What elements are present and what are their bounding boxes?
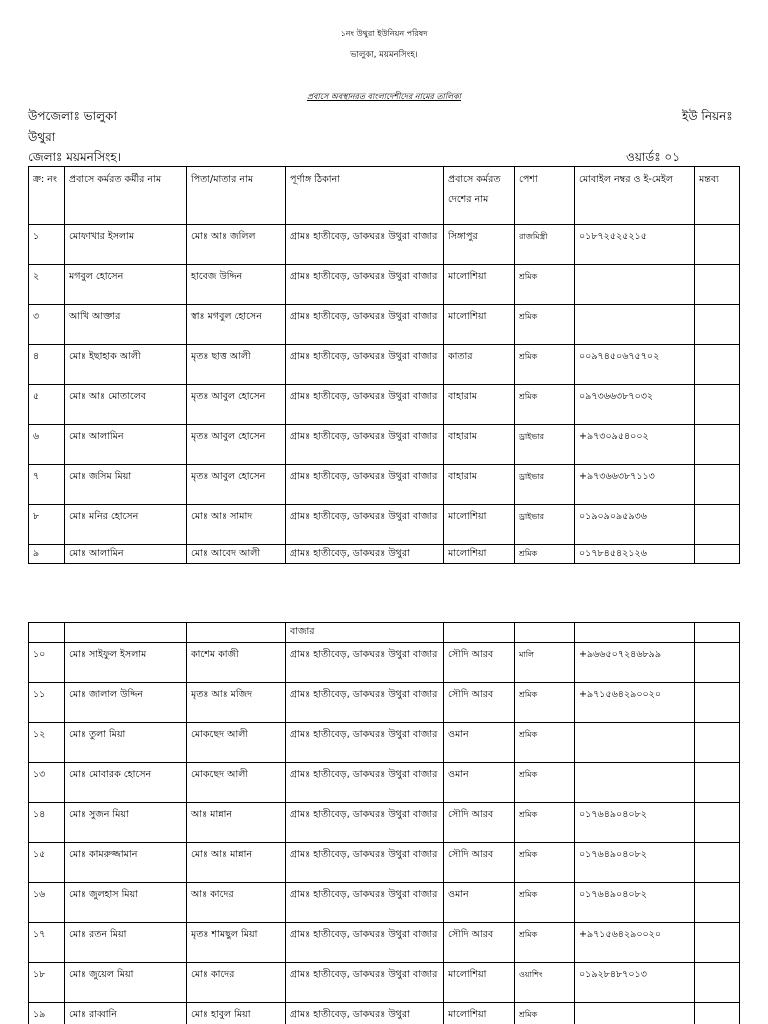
serial-cell: ১৬ <box>29 883 65 923</box>
address-cell: গ্রামঃ হাতীবেড়, ডাকঘরঃ উথুরা বাজার <box>286 385 444 425</box>
parent-cell: মোঃ কাদের <box>187 963 286 1003</box>
address-cell: গ্রামঃ হাতীবেড়, ডাকঘরঃ উথুরা বাজার <box>286 345 444 385</box>
name-cell: মোঃ সাইফুল ইসলাম <box>65 643 187 683</box>
address-cell: গ্রামঃ হাতীবেড়, ডাকঘরঃ উথুরা বাজার <box>286 803 444 843</box>
contact-cell: ০৯৭৩৬৬৩৮৭০৩২ <box>575 385 695 425</box>
country-cell: বাহারাম <box>444 465 515 505</box>
serial-cell: ৩ <box>29 305 65 345</box>
occupation-cell: শ্রমিক <box>515 803 575 843</box>
serial-cell: ১৯ <box>29 1003 65 1024</box>
name-cell: মোঃ কামরুজ্জামান <box>65 843 187 883</box>
country-cell: ওমান <box>444 883 515 923</box>
country-cell: সৌদি আরব <box>444 683 515 723</box>
contact-cell: ০১৮৭২৫২৫২১৫ <box>575 225 695 265</box>
serial-cell: ১৫ <box>29 843 65 883</box>
occupation-cell: মালি <box>515 643 575 683</box>
name-cell: মোঃ রতন মিয়া <box>65 923 187 963</box>
remarks-cell <box>695 1003 740 1024</box>
country-cell: মালোশিয়া <box>444 265 515 305</box>
union-value: উথুরা <box>28 130 56 144</box>
contact-cell: ০১৭৬৪৯০৪০৮২ <box>575 843 695 883</box>
table-row <box>29 963 740 1003</box>
contact-cell: ০১৭৬৪৯০৪০৮২ <box>575 883 695 923</box>
occupation-cell: শ্রমিক <box>515 305 575 345</box>
table-row <box>29 1003 740 1024</box>
occupation-cell: শ্রমিক <box>515 923 575 963</box>
name-cell: মোঃ ইছাহাক আলী <box>65 345 187 385</box>
col-parent-header: পিতা/মাতার নাম <box>187 167 286 225</box>
remarks-cell <box>695 265 740 305</box>
contact-cell <box>575 1003 695 1024</box>
carry-over-address: বাজার <box>286 623 444 643</box>
address-cell: গ্রামঃ হাতীবেড়, ডাকঘরঃ উথুরা বাজার <box>286 265 444 305</box>
parent-cell: মৃতঃ আঃ মজিদ <box>187 683 286 723</box>
contact-cell: +৯৭৩৬৬৩৮৭১১৩ <box>575 465 695 505</box>
address-cell: গ্রামঃ হাতীবেড়, ডাকঘরঃ উথুরা <box>286 1003 444 1024</box>
district-label: জেলাঃ ময়মনসিংহ। <box>28 150 121 164</box>
parent-cell: মোকছেদ আলী <box>187 763 286 803</box>
col-remarks-header: মন্তব্য <box>695 167 740 225</box>
remarks-cell <box>695 683 740 723</box>
serial-cell: ৫ <box>29 385 65 425</box>
contact-cell <box>575 763 695 803</box>
page-break <box>0 566 768 622</box>
country-cell: মালোশিয়া <box>444 1003 515 1024</box>
remarks-cell <box>695 843 740 883</box>
name-cell: মোঃ আলামিন <box>65 425 187 465</box>
parent-cell: মোঃ আঃ সামাদ <box>187 505 286 545</box>
col-country-header: প্রবাসে কর্মরত দেশের নাম <box>444 167 515 225</box>
ward-label: ওয়ার্ডঃ ০১ <box>626 150 681 164</box>
parent-cell: মোকছেদ আলী <box>187 723 286 763</box>
country-cell: ওমান <box>444 723 515 763</box>
table-row <box>29 763 740 803</box>
remarks-cell <box>695 505 740 545</box>
remarks-cell <box>695 465 740 505</box>
serial-cell: ১৭ <box>29 923 65 963</box>
address-cell: গ্রামঃ হাতীবেড়, ডাকঘরঃ উথুরা বাজার <box>286 505 444 545</box>
parent-cell: মৃতঃ আবুল হোসেন <box>187 385 286 425</box>
remarks-cell <box>695 803 740 843</box>
country-cell: মালোশিয়া <box>444 545 515 564</box>
remarks-cell <box>695 385 740 425</box>
contact-cell: ০১৭৮৪৫৪২১২৬ <box>575 545 695 564</box>
address-cell: গ্রামঃ হাতীবেড়, ডাকঘরঃ উথুরা বাজার <box>286 425 444 465</box>
location-title: ভালুকা, ময়মনসিংহ। <box>350 50 418 60</box>
occupation-cell: শ্রমিক <box>515 883 575 923</box>
serial-cell: ১১ <box>29 683 65 723</box>
parent-cell: আঃ মান্নান <box>187 803 286 843</box>
parent-cell: মোঃ আবেদ আলী <box>187 545 286 564</box>
serial-cell: ১৪ <box>29 803 65 843</box>
serial-cell: ১০ <box>29 643 65 683</box>
occupation-cell: ড্রাইভার <box>515 465 575 505</box>
table-row <box>29 385 740 425</box>
table-row-carry-over <box>29 623 740 643</box>
address-cell: গ্রামঃ হাতীবেড়, ডাকঘরঃ উথুরা বাজার <box>286 843 444 883</box>
address-cell: গ্রামঃ হাতীবেড়, ডাকঘরঃ উথুরা বাজার <box>286 465 444 505</box>
remarks-cell <box>695 345 740 385</box>
table-row <box>29 843 740 883</box>
name-cell: মগবুল হোসেন <box>65 265 187 305</box>
country-cell: সৌদি আরব <box>444 803 515 843</box>
occupation-cell: ওয়াশিং <box>515 963 575 1003</box>
contact-cell: +৯৭১৫৬৪২৯০০২০ <box>575 683 695 723</box>
remarks-cell <box>695 643 740 683</box>
table-row <box>29 545 740 564</box>
serial-cell: ১৮ <box>29 963 65 1003</box>
address-cell: গ্রামঃ হাতীবেড়, ডাকঘরঃ উথুরা বাজার <box>286 883 444 923</box>
serial-cell: ৯ <box>29 545 65 564</box>
union-label: ইউ নিয়নঃ <box>682 109 733 123</box>
remarks-cell <box>695 545 740 564</box>
occupation-cell: শ্রমিক <box>515 265 575 305</box>
country-cell: মালোশিয়া <box>444 305 515 345</box>
union-council-title: ১নং উথুরা ইউনিয়ন পরিষদ <box>340 29 428 38</box>
serial-cell: ১ <box>29 225 65 265</box>
contact-cell <box>575 305 695 345</box>
remarks-cell <box>695 225 740 265</box>
remarks-cell <box>695 763 740 803</box>
name-cell: মোঃ জুলহাস মিয়া <box>65 883 187 923</box>
address-cell: গ্রামঃ হাতীবেড়, ডাকঘরঃ উথুরা বাজার <box>286 963 444 1003</box>
name-cell: মোঃ মনির হোসেন <box>65 505 187 545</box>
parent-cell: মৃতঃ আবুল হোসেন <box>187 425 286 465</box>
contact-cell: ০১৯০৯০৯৫৯৩৬ <box>575 505 695 545</box>
parent-cell: মোঃ আঃ জলিল <box>187 225 286 265</box>
table-row <box>29 345 740 385</box>
occupation-cell: ড্রাইভার <box>515 505 575 545</box>
country-cell: সৌদি আরব <box>444 643 515 683</box>
serial-cell: ৪ <box>29 345 65 385</box>
contact-cell <box>575 265 695 305</box>
table-row <box>29 425 740 465</box>
col-occupation-header: পেশা <box>515 167 575 225</box>
expatriate-table-page1 <box>28 166 740 564</box>
name-cell: মোঃ রাব্বানি <box>65 1003 187 1024</box>
occupation-cell: রাজমিস্ত্রী <box>515 225 575 265</box>
parent-cell: আঃ কাদের <box>187 883 286 923</box>
occupation-cell: ড্রাইভার <box>515 425 575 465</box>
parent-cell: স্বাঃ মগবুল হোসেন <box>187 305 286 345</box>
col-serial-header: ক্র: নং <box>29 167 65 225</box>
occupation-cell: শ্রমিক <box>515 723 575 763</box>
serial-cell: ৭ <box>29 465 65 505</box>
country-cell: সৌদি আরব <box>444 843 515 883</box>
country-cell: সিঙ্গাপুর <box>444 225 515 265</box>
remarks-cell <box>695 305 740 345</box>
table-header-row <box>29 167 740 225</box>
address-cell: গ্রামঃ হাতীবেড়, ডাকঘরঃ উথুরা বাজার <box>286 723 444 763</box>
parent-cell: কাশেম কাজী <box>187 643 286 683</box>
address-cell: গ্রামঃ হাতীবেড়, ডাকঘরঃ উথুরা বাজার <box>286 225 444 265</box>
contact-cell: +৯৭৩০৯৫৪০০২ <box>575 425 695 465</box>
serial-cell: ১৩ <box>29 763 65 803</box>
list-subtitle: প্রবাসে অবস্থানরত বাংলাদেশীদের নামের তালিকা <box>307 92 461 101</box>
contact-cell: ০০৯৭৪৫০৬৭৫৭০২ <box>575 345 695 385</box>
country-cell: সৌদি আরব <box>444 923 515 963</box>
table-row <box>29 643 740 683</box>
table-row <box>29 883 740 923</box>
parent-cell: মোঃ আঃ মান্নান <box>187 843 286 883</box>
country-cell: মালোশিয়া <box>444 963 515 1003</box>
contact-cell: ০১৯২৮৪৮৭০১৩ <box>575 963 695 1003</box>
col-address-header: পূর্ণাঙ্গ ঠিকানা <box>286 167 444 225</box>
occupation-cell: শ্রমিক <box>515 763 575 803</box>
parent-cell: মৃতঃ শামছুল মিয়া <box>187 923 286 963</box>
country-cell: বাহারাম <box>444 385 515 425</box>
serial-cell: ৬ <box>29 425 65 465</box>
country-cell: ওমান <box>444 763 515 803</box>
parent-cell: মোঃ হাবুল মিয়া <box>187 1003 286 1024</box>
table-row <box>29 923 740 963</box>
col-name-header: প্রবাসে কর্মরত কর্মীর নাম <box>65 167 187 225</box>
occupation-cell: শ্রমিক <box>515 843 575 883</box>
table-row <box>29 465 740 505</box>
remarks-cell <box>695 963 740 1003</box>
name-cell: মোঃ জালাল উদ্দিন <box>65 683 187 723</box>
table-row <box>29 723 740 763</box>
address-cell: গ্রামঃ হাতীবেড়, ডাকঘরঃ উথুরা বাজার <box>286 923 444 963</box>
name-cell: মোঃ তুলা মিয়া <box>65 723 187 763</box>
address-cell: গ্রামঃ হাতীবেড়, ডাকঘরঃ উথুরা বাজার <box>286 305 444 345</box>
country-cell: বাহারাম <box>444 425 515 465</box>
expatriate-table-page2 <box>28 622 740 1024</box>
address-cell: গ্রামঃ হাতীবেড়, ডাকঘরঃ উথুরা বাজার <box>286 763 444 803</box>
name-cell: মোফাখার ইসলাম <box>65 225 187 265</box>
occupation-cell: শ্রমিক <box>515 1003 575 1024</box>
serial-cell: ২ <box>29 265 65 305</box>
name-cell: মোঃ জুয়েল মিয়া <box>65 963 187 1003</box>
table-row <box>29 683 740 723</box>
parent-cell: মৃতঃ ছাত্ত আলী <box>187 345 286 385</box>
contact-cell: +৯৬৬৫০৭২৪৬৮৯৯ <box>575 643 695 683</box>
occupation-cell: শ্রমিক <box>515 683 575 723</box>
remarks-cell <box>695 883 740 923</box>
parent-cell: হাবেজ উদ্দিন <box>187 265 286 305</box>
name-cell: মোঃ আলামিন <box>65 545 187 564</box>
table-row <box>29 505 740 545</box>
table-row <box>29 305 740 345</box>
name-cell: আখি আক্তার <box>65 305 187 345</box>
remarks-cell <box>695 923 740 963</box>
table-row <box>29 225 740 265</box>
contact-cell: +৯৭১৫৬৪২৯০০২০ <box>575 923 695 963</box>
name-cell: মোঃ সুজন মিয়া <box>65 803 187 843</box>
address-cell: গ্রামঃ হাতীবেড়, ডাকঘরঃ উথুরা <box>286 545 444 564</box>
contact-cell: ০১৭৬৪৯০৪০৮২ <box>575 803 695 843</box>
remarks-cell <box>695 425 740 465</box>
contact-cell <box>575 723 695 763</box>
country-cell: মালোশিয়া <box>444 505 515 545</box>
occupation-cell: শ্রমিক <box>515 345 575 385</box>
occupation-cell: শ্রমিক <box>515 385 575 425</box>
parent-cell: মৃতঃ আবুল হোসেন <box>187 465 286 505</box>
address-cell: গ্রামঃ হাতীবেড়, ডাকঘরঃ উথুরা বাজার <box>286 683 444 723</box>
table-row <box>29 803 740 843</box>
table-row <box>29 265 740 305</box>
col-contact-header: মোবাইল নম্বর ও ই-মেইল <box>575 167 695 225</box>
name-cell: মোঃ আঃ মোতালেব <box>65 385 187 425</box>
name-cell: মোঃ মোবারক হোসেন <box>65 763 187 803</box>
upazila-label: উপজেলাঃ ভালুকা <box>28 109 117 123</box>
address-cell: গ্রামঃ হাতীবেড়, ডাকঘরঃ উথুরা বাজার <box>286 643 444 683</box>
remarks-cell <box>695 723 740 763</box>
serial-cell: ১২ <box>29 723 65 763</box>
serial-cell: ৮ <box>29 505 65 545</box>
occupation-cell: শ্রমিক <box>515 545 575 564</box>
country-cell: কাতার <box>444 345 515 385</box>
name-cell: মোঃ জসিম মিয়া <box>65 465 187 505</box>
